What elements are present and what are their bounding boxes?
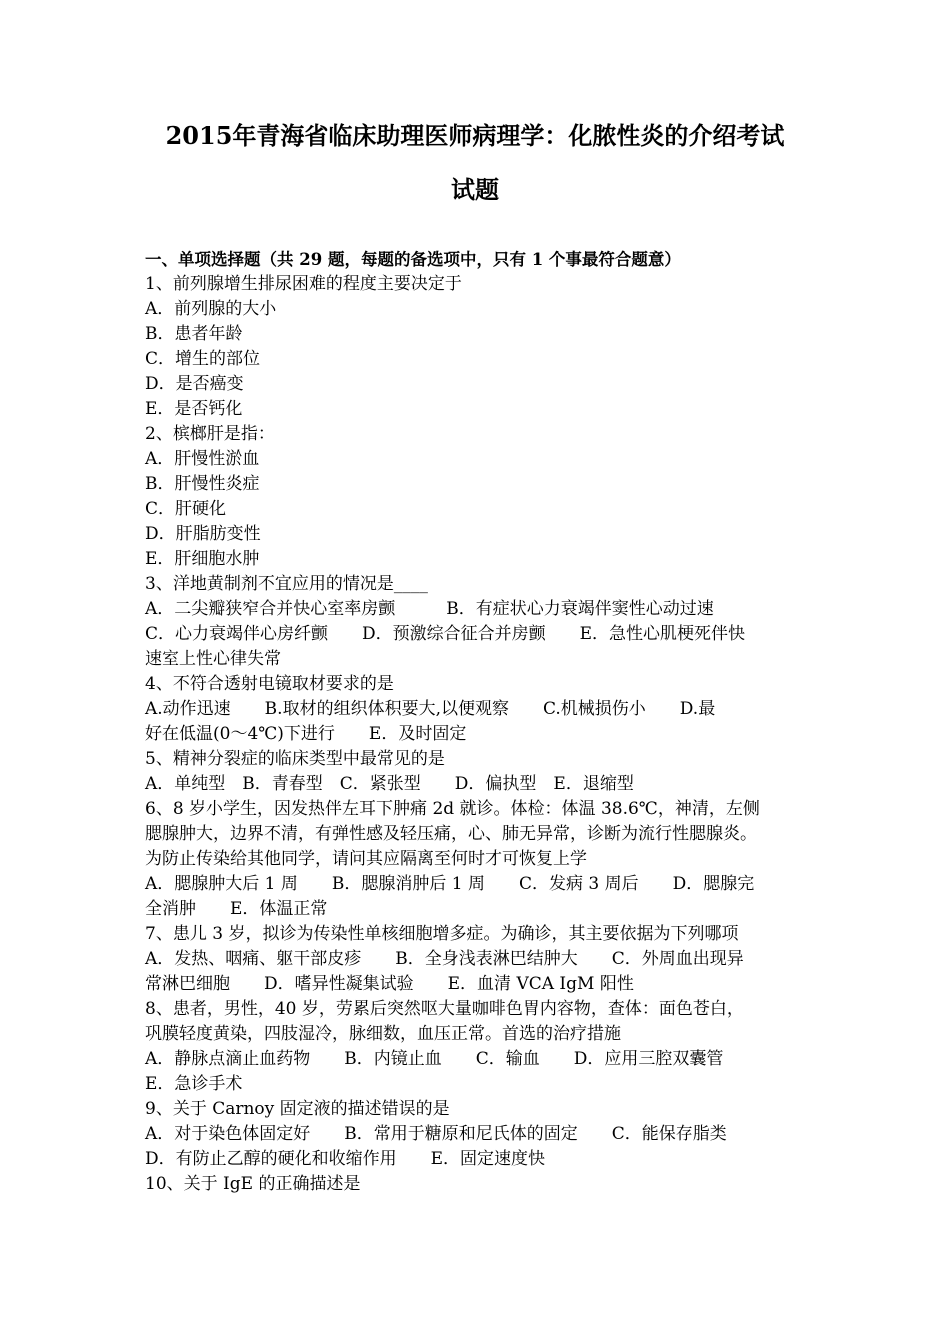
text-line: 1、前列腺增生排尿困难的程度主要决定于 xyxy=(145,274,462,294)
text-line: A．腮腺肿大后 1 周 B．腮腺消肿后 1 周 C．发病 3 周后 D．腮腺完 xyxy=(145,874,755,894)
text-line: C．心力衰竭伴心房纤颤 D．预激综合征合并房颤 E．急性心肌梗死伴快 xyxy=(145,624,746,644)
text-line: A.动作迅速 B.取材的组织体积要大,以便观察 C.机械损伤小 D.最 xyxy=(145,699,716,719)
text-line: B．肝慢性炎症 xyxy=(145,474,260,494)
document-title-line-1: 2015年青海省临床助理医师病理学：化脓性炎的介绍考试 xyxy=(165,121,785,150)
text-line: 8、患者，男性，40 岁，劳累后突然呕大量咖啡色胃内容物，查体：面色苍白， xyxy=(145,999,744,1019)
document-title-line-2: 试题 xyxy=(451,175,499,204)
text-line: 速室上性心律失常 xyxy=(145,649,281,669)
text-line: A．二尖瓣狭窄合并快心室率房颤 B．有症状心力衰竭伴窦性心动过速 xyxy=(145,599,714,619)
text-line: C．肝硬化 xyxy=(145,499,227,519)
text-line: 常淋巴细胞 D．嗜异性凝集试验 E．血清 VCA IgM 阳性 xyxy=(145,974,634,994)
text-line: D．肝脂肪变性 xyxy=(145,524,261,544)
text-line: 7、患儿 3 岁，拟诊为传染性单核细胞增多症。为确诊，其主要依据为下列哪项 xyxy=(145,924,739,944)
text-line: C．增生的部位 xyxy=(145,349,261,369)
text-line: E．肝细胞水肿 xyxy=(145,549,260,569)
text-line: 6、8 岁小学生，因发热伴左耳下肿痛 2d 就诊。体检：体温 38.6℃，神清，左侧 xyxy=(145,799,760,819)
text-line: 全消肿 E．体温正常 xyxy=(145,899,328,919)
text-line: E．急诊手术 xyxy=(145,1074,243,1094)
text-line: D．是否癌变 xyxy=(145,374,244,394)
text-line: A．单纯型 B．青春型 C．紧张型 D．偏执型 E．退缩型 xyxy=(145,774,634,794)
text-line: 好在低温(0～4℃)下进行 E．及时固定 xyxy=(145,724,467,744)
text-line: D．有防止乙醇的硬化和收缩作用 E．固定速度快 xyxy=(145,1149,546,1169)
question-list xyxy=(145,247,815,1197)
text-line: 腮腺肿大，边界不清，有弹性感及轻压痛，心、肺无异常，诊断为流行性腮腺炎。 xyxy=(145,824,757,844)
text-line: 为防止传染给其他同学，请问其应隔离至何时才可恢复上学 xyxy=(145,849,587,869)
text-line: 3、洋地黄制剂不宜应用的情况是____ xyxy=(145,574,428,594)
text-line: 4、不符合透射电镜取材要求的是 xyxy=(145,674,394,694)
text-line: 5、精神分裂症的临床类型中最常见的是 xyxy=(145,749,445,769)
text-line: A．前列腺的大小 xyxy=(145,299,277,319)
text-line: 10、关于 IgE 的正确描述是 xyxy=(145,1174,361,1194)
text-line: B．患者年龄 xyxy=(145,324,243,344)
text-line: A．发热、咽痛、躯干部皮疹 B．全身浅表淋巴结肿大 C．外周血出现异 xyxy=(145,949,744,969)
text-line: A．对于染色体固定好 B．常用于糖原和尼氏体的固定 C．能保存脂类 xyxy=(145,1124,727,1144)
text-line: 9、关于 Carnoy 固定液的描述错误的是 xyxy=(145,1099,450,1119)
text-line: A．肝慢性淤血 xyxy=(145,449,260,469)
section-heading: 一、单项选择题（共 29 题，每题的备选项中，只有 1 个事最符合题意） xyxy=(145,250,681,269)
text-line: E．是否钙化 xyxy=(145,399,243,419)
text-line: 2、槟榔肝是指： xyxy=(145,424,275,444)
text-line: A．静脉点滴止血药物 B．内镜止血 C．输血 D．应用三腔双囊管 xyxy=(145,1049,724,1069)
text-line: 巩膜轻度黄染，四肢湿冷，脉细数，血压正常。首选的治疗措施 xyxy=(145,1024,621,1044)
